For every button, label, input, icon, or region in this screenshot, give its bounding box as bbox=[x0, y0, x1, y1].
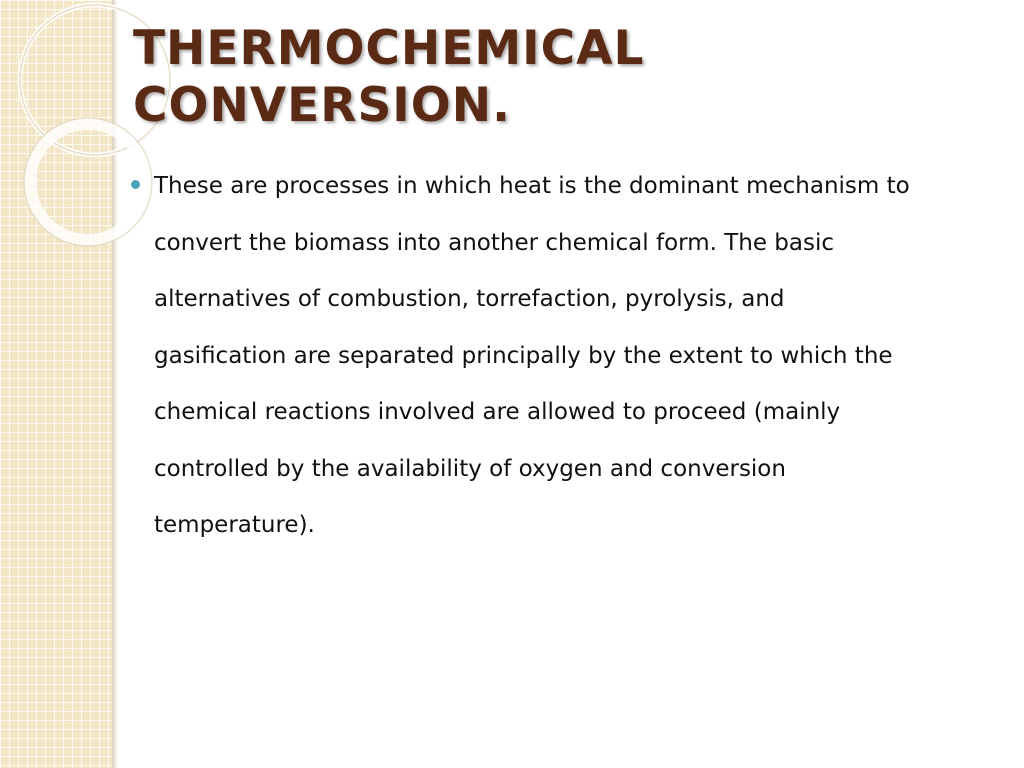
bullet-dot-icon bbox=[131, 180, 140, 189]
bullet-list bbox=[128, 158, 918, 554]
slide-title bbox=[133, 20, 913, 134]
title-line-1: THERMOCHEMICAL bbox=[133, 21, 645, 76]
bullet-item bbox=[128, 158, 918, 554]
bullet-text: These are processes in which heat is the dominant mechanism to convert the biomass into another chemical form. The basic alternatives of combustion, torrefaction, pyrolysis, and gasification are separated principally by the extent to which the chemical reactions involved are allowed to proceed (mainly controlled by the availability of oxygen and conversion temperature). bbox=[154, 173, 910, 538]
title-line-2: CONVERSION. bbox=[133, 78, 511, 133]
